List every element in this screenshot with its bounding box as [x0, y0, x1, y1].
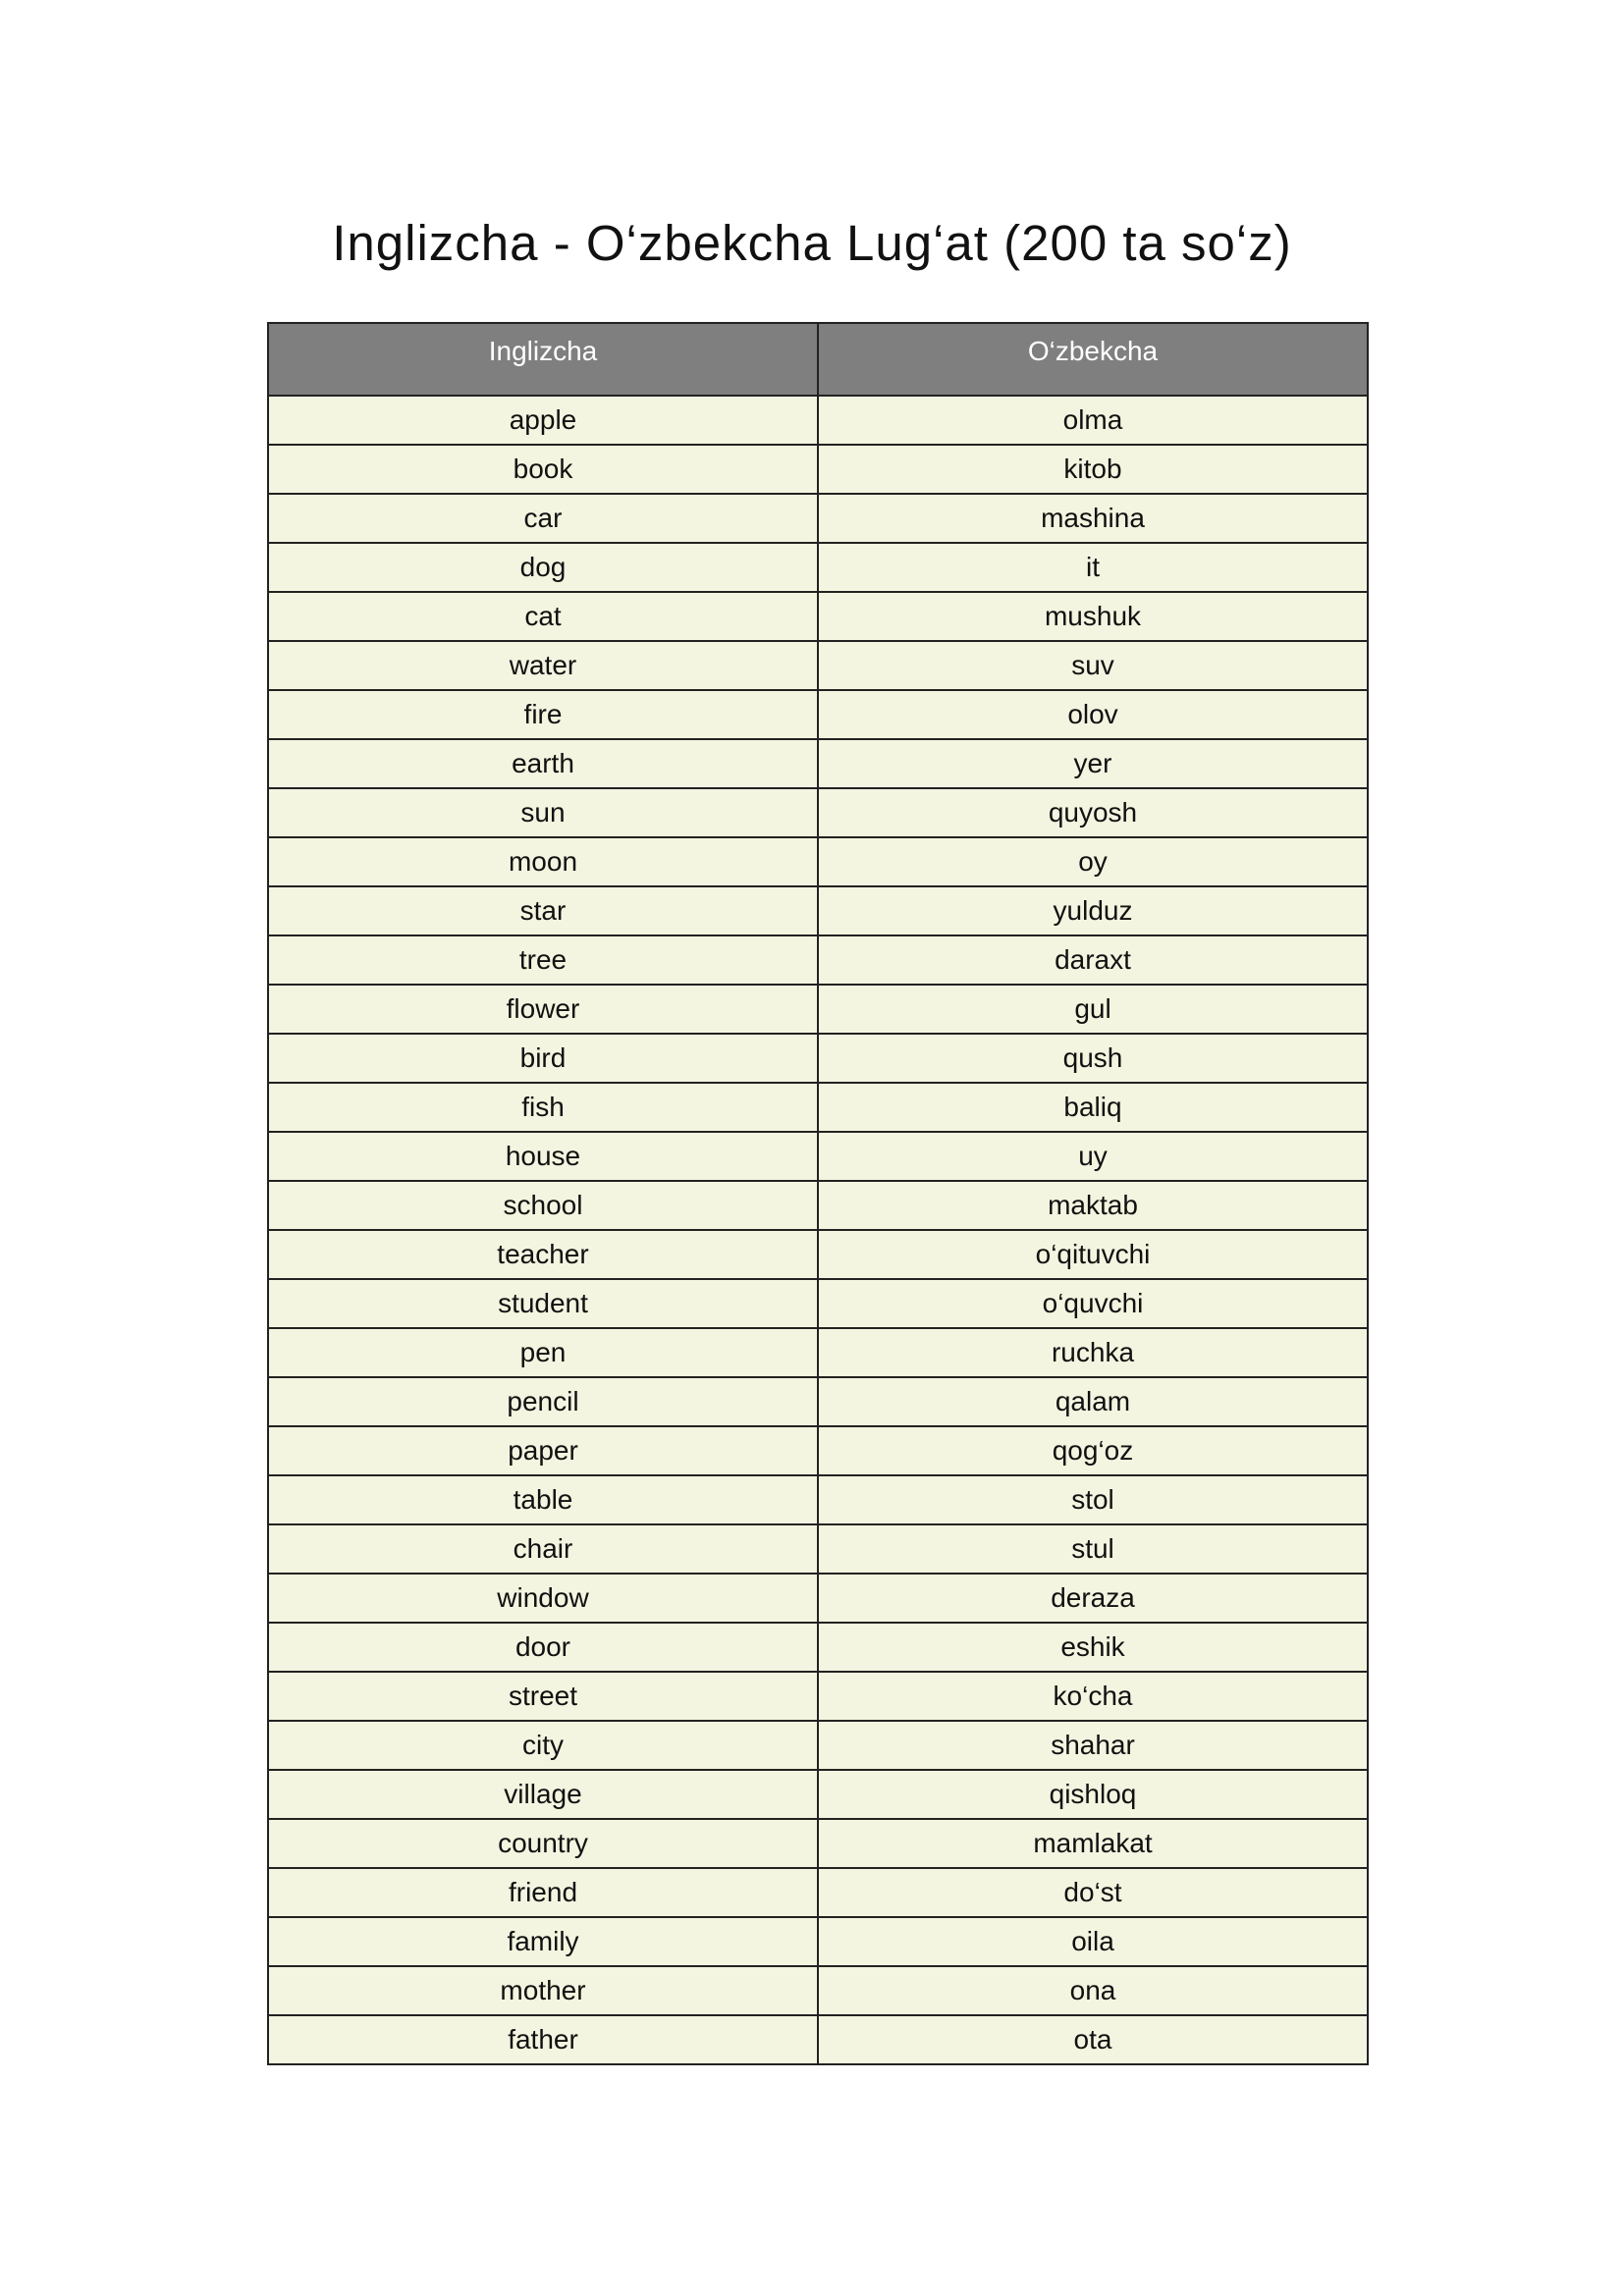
- table-row: [268, 1132, 1368, 1181]
- column-header-english: Inglizcha: [268, 323, 818, 396]
- uzbek-word-cell: o‘quvchi: [818, 1279, 1368, 1328]
- english-word-cell: father: [268, 2015, 818, 2064]
- table-row: [268, 1377, 1368, 1426]
- english-word-cell: village: [268, 1770, 818, 1819]
- uzbek-word-cell: maktab: [818, 1181, 1368, 1230]
- english-word-cell: mother: [268, 1966, 818, 2015]
- uzbek-word-cell: yulduz: [818, 886, 1368, 935]
- uzbek-word-cell: kitob: [818, 445, 1368, 494]
- english-word-cell: cat: [268, 592, 818, 641]
- table-row: [268, 445, 1368, 494]
- english-word-cell: window: [268, 1574, 818, 1623]
- table-row: [268, 1966, 1368, 2015]
- english-word-cell: friend: [268, 1868, 818, 1917]
- english-word-cell: fish: [268, 1083, 818, 1132]
- english-word-cell: table: [268, 1475, 818, 1524]
- english-word-cell: house: [268, 1132, 818, 1181]
- english-word-cell: water: [268, 641, 818, 690]
- uzbek-word-cell: o‘qituvchi: [818, 1230, 1368, 1279]
- english-word-cell: chair: [268, 1524, 818, 1574]
- english-word-cell: city: [268, 1721, 818, 1770]
- table-row: [268, 1623, 1368, 1672]
- english-word-cell: door: [268, 1623, 818, 1672]
- uzbek-word-cell: eshik: [818, 1623, 1368, 1672]
- table-row: [268, 985, 1368, 1034]
- table-row: [268, 1770, 1368, 1819]
- uzbek-word-cell: qush: [818, 1034, 1368, 1083]
- english-word-cell: pencil: [268, 1377, 818, 1426]
- uzbek-word-cell: mashina: [818, 494, 1368, 543]
- table-header-row: [268, 323, 1368, 396]
- uzbek-word-cell: do‘st: [818, 1868, 1368, 1917]
- table-row: [268, 1083, 1368, 1132]
- table-row: [268, 1475, 1368, 1524]
- uzbek-word-cell: uy: [818, 1132, 1368, 1181]
- table-row: [268, 1917, 1368, 1966]
- table-row: [268, 1181, 1368, 1230]
- uzbek-word-cell: stol: [818, 1475, 1368, 1524]
- table-row: [268, 1819, 1368, 1868]
- uzbek-word-cell: qog‘oz: [818, 1426, 1368, 1475]
- english-word-cell: fire: [268, 690, 818, 739]
- english-word-cell: sun: [268, 788, 818, 837]
- table-row: [268, 641, 1368, 690]
- page-title: Inglizcha - O‘zbekcha Lug‘at (200 ta so‘z): [332, 215, 1292, 271]
- uzbek-word-cell: olma: [818, 396, 1368, 445]
- vocabulary-table: [267, 322, 1369, 2065]
- uzbek-word-cell: ota: [818, 2015, 1368, 2064]
- uzbek-word-cell: ruchka: [818, 1328, 1368, 1377]
- english-word-cell: star: [268, 886, 818, 935]
- table-row: [268, 1230, 1368, 1279]
- english-word-cell: country: [268, 1819, 818, 1868]
- uzbek-word-cell: ko‘cha: [818, 1672, 1368, 1721]
- column-header-uzbek: O‘zbekcha: [818, 323, 1368, 396]
- english-word-cell: street: [268, 1672, 818, 1721]
- english-word-cell: pen: [268, 1328, 818, 1377]
- table-row: [268, 1672, 1368, 1721]
- english-word-cell: earth: [268, 739, 818, 788]
- table-row: [268, 1868, 1368, 1917]
- uzbek-word-cell: quyosh: [818, 788, 1368, 837]
- table-row: [268, 1426, 1368, 1475]
- uzbek-word-cell: mushuk: [818, 592, 1368, 641]
- table-row: [268, 543, 1368, 592]
- english-word-cell: apple: [268, 396, 818, 445]
- table-row: [268, 739, 1368, 788]
- english-word-cell: paper: [268, 1426, 818, 1475]
- uzbek-word-cell: olov: [818, 690, 1368, 739]
- english-word-cell: family: [268, 1917, 818, 1966]
- table-row: [268, 1279, 1368, 1328]
- table-row: [268, 494, 1368, 543]
- table-row: [268, 1574, 1368, 1623]
- uzbek-word-cell: stul: [818, 1524, 1368, 1574]
- uzbek-word-cell: daraxt: [818, 935, 1368, 985]
- english-word-cell: tree: [268, 935, 818, 985]
- english-word-cell: teacher: [268, 1230, 818, 1279]
- uzbek-word-cell: qalam: [818, 1377, 1368, 1426]
- table-row: [268, 886, 1368, 935]
- table-row: [268, 1524, 1368, 1574]
- table-row: [268, 690, 1368, 739]
- english-word-cell: car: [268, 494, 818, 543]
- table-body: [268, 396, 1368, 2064]
- table-row: [268, 592, 1368, 641]
- table-row: [268, 2015, 1368, 2064]
- table-row: [268, 1721, 1368, 1770]
- table-row: [268, 396, 1368, 445]
- uzbek-word-cell: mamlakat: [818, 1819, 1368, 1868]
- english-word-cell: bird: [268, 1034, 818, 1083]
- uzbek-word-cell: oila: [818, 1917, 1368, 1966]
- english-word-cell: flower: [268, 985, 818, 1034]
- english-word-cell: student: [268, 1279, 818, 1328]
- uzbek-word-cell: shahar: [818, 1721, 1368, 1770]
- english-word-cell: dog: [268, 543, 818, 592]
- uzbek-word-cell: ona: [818, 1966, 1368, 2015]
- table-row: [268, 935, 1368, 985]
- table-row: [268, 788, 1368, 837]
- uzbek-word-cell: qishloq: [818, 1770, 1368, 1819]
- table-row: [268, 1034, 1368, 1083]
- uzbek-word-cell: suv: [818, 641, 1368, 690]
- english-word-cell: book: [268, 445, 818, 494]
- uzbek-word-cell: it: [818, 543, 1368, 592]
- uzbek-word-cell: yer: [818, 739, 1368, 788]
- uzbek-word-cell: gul: [818, 985, 1368, 1034]
- english-word-cell: moon: [268, 837, 818, 886]
- english-word-cell: school: [268, 1181, 818, 1230]
- table-row: [268, 837, 1368, 886]
- uzbek-word-cell: baliq: [818, 1083, 1368, 1132]
- uzbek-word-cell: oy: [818, 837, 1368, 886]
- uzbek-word-cell: deraza: [818, 1574, 1368, 1623]
- table-row: [268, 1328, 1368, 1377]
